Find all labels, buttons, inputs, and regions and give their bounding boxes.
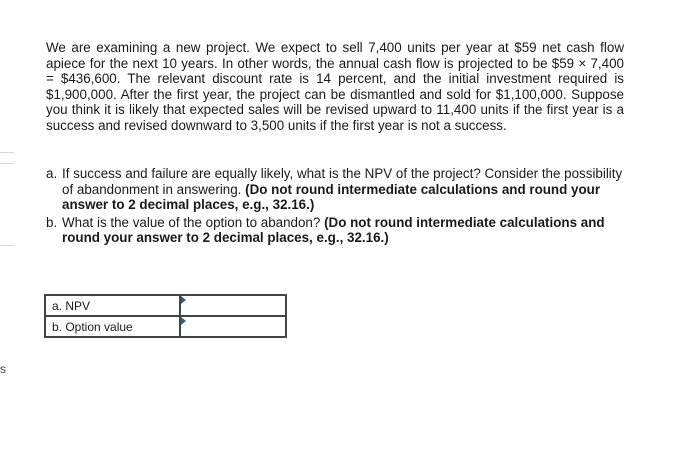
edge-divider (0, 152, 14, 153)
npv-input[interactable] (181, 296, 285, 315)
edge-letter: s (0, 362, 6, 376)
table-row (45, 316, 286, 337)
npv-label: a. NPV (45, 295, 180, 316)
question-instruction: (Do not round intermediate calculations and round your answer to 2 decimal places, e.g., 32.16.) (62, 214, 605, 246)
edge-divider (0, 245, 14, 246)
question-letter: b. (46, 214, 58, 230)
edge-divider (0, 163, 14, 164)
answer-table (44, 294, 287, 338)
option-value-label: b. Option value (45, 316, 180, 337)
question-b (46, 215, 626, 246)
question-letter: a. (46, 166, 58, 181)
option-value-cell[interactable] (180, 316, 286, 337)
option-value-input[interactable] (181, 317, 285, 336)
left-edge-strip (0, 0, 14, 476)
question-instruction: (Do not round intermediate calculations and round your answer to 2 decimal places, e.g., 32.16.) (62, 181, 601, 213)
input-marker-icon (181, 317, 186, 325)
input-marker-icon (181, 296, 186, 304)
question-list (46, 166, 626, 248)
question-a (46, 166, 626, 213)
table-row (45, 295, 286, 316)
question-text: If success and failure are equally likely, what is the NPV of the project? Consider the possibility of abandonment in answering. (62, 166, 623, 197)
problem-statement: We are examining a new project. We expect to sell 7,400 units per year at $59 net cash flow apiece for the next 10 years. In other words, the annual cash flow is projected to be $59 × 7,400 = $436,600. The relevant discount rate is 14 percent, and the initial investment required is $1,900,000. After the first year, the project can be dismantled and sold for $1,100,000. Suppose you think it is likely that expected sales will be revised upward to 11,400 units if the first year is a success and revised downward to 3,500 units if the first year is not a success. (46, 40, 624, 133)
question-text: What is the value of the option to abandon? (62, 214, 321, 230)
npv-cell[interactable] (180, 295, 286, 316)
